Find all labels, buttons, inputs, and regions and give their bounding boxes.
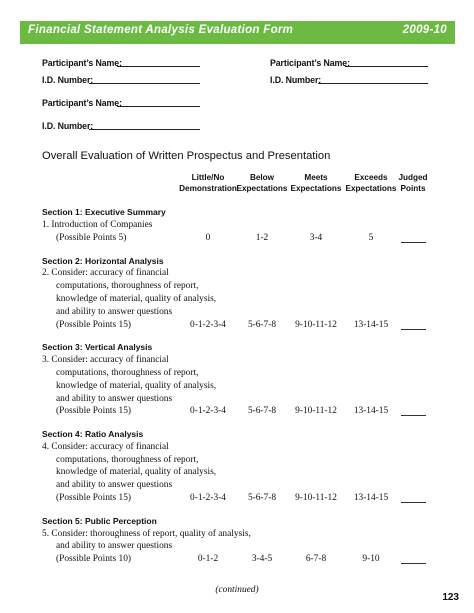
section-1-item: 1. Introduction of Companies: [42, 220, 153, 230]
participant-name-field-1[interactable]: [117, 66, 200, 67]
section-5-heading: Section 5: Public Perception: [42, 516, 157, 526]
section-1-score-below: 1-2: [255, 233, 269, 243]
section-1-score-meets: 3-4: [309, 233, 323, 243]
section-3-score-meets: 9-10-11-12: [295, 406, 337, 416]
column-header-line2: Demonstration: [179, 184, 237, 193]
section-2-score-little: 0-1-2-3-4: [190, 320, 226, 330]
section-3-points: (Possible Points 15): [56, 406, 132, 416]
section-1-judged-points-field[interactable]: [401, 242, 426, 243]
section-5-points: (Possible Points 10): [56, 554, 132, 564]
participant-name-field-2[interactable]: [345, 66, 428, 67]
participant-name-field-3[interactable]: [117, 106, 200, 107]
section-3-line-1: 3. Consider: accuracy of financial: [42, 355, 169, 365]
column-header-line2: Points: [400, 184, 426, 193]
section-1-points: (Possible Points 5): [56, 233, 127, 243]
section-3-line-4: and ability to answer questions: [56, 394, 173, 404]
section-1-heading: Section 1: Executive Summary: [42, 207, 166, 217]
id-number-label-2: I.D. Number:: [270, 75, 322, 85]
column-header-line1: Little/No: [191, 173, 225, 182]
participant-name-label-3: Participant’s Name:: [42, 98, 122, 108]
section-2-line-3: knowledge of material, quality of analysis,: [56, 294, 217, 304]
column-header-below: [237, 172, 288, 194]
section-5-judged-points-field[interactable]: [401, 563, 426, 564]
id-number-field-1[interactable]: [89, 83, 200, 84]
id-number-field-3[interactable]: [89, 129, 200, 130]
section-2-line-4: and ability to answer questions: [56, 307, 173, 317]
section-2-line-1: 2. Consider: accuracy of financial: [42, 268, 169, 278]
section-3-heading: Section 3: Vertical Analysis: [42, 342, 153, 352]
form-title: Financial Statement Analysis Evaluation Form: [28, 24, 294, 36]
header-band: [20, 21, 455, 44]
section-4-judged-points-field[interactable]: [401, 502, 426, 503]
evaluation-heading: Overall Evaluation of Written Prospectus and Presentation: [42, 150, 331, 162]
section-4-score-meets: 9-10-11-12: [295, 493, 337, 503]
column-header-line1: Exceeds: [354, 173, 388, 182]
participant-name-label-2: Participant’s Name:: [270, 58, 350, 68]
column-header-judged: [398, 172, 427, 194]
section-1-score-little: 0: [205, 233, 211, 243]
section-4-heading: Section 4: Ratio Analysis: [42, 429, 144, 439]
section-2-score-meets: 9-10-11-12: [295, 320, 337, 330]
section-2-line-2: computations, thoroughness of report,: [56, 281, 199, 291]
column-header-meets: [291, 172, 342, 194]
section-3-judged-points-field[interactable]: [401, 415, 426, 416]
section-5-line-1: 5. Consider: thoroughness of report, quality of analysis,: [42, 529, 251, 539]
column-header-line1: Meets: [304, 173, 328, 182]
section-4-score-below: 5-6-7-8: [247, 493, 277, 503]
section-4-line-2: computations, thoroughness of report,: [56, 455, 199, 465]
section-4-line-1: 4. Consider: accuracy of financial: [42, 442, 169, 452]
section-3-score-little: 0-1-2-3-4: [190, 406, 226, 416]
section-3-line-2: computations, thoroughness of report,: [56, 368, 199, 378]
section-5-score-below: 3-4-5: [251, 554, 273, 564]
column-header-line2: Expectations: [290, 184, 342, 193]
id-number-label-1: I.D. Number:: [42, 75, 94, 85]
section-5-score-meets: 6-7-8: [305, 554, 327, 564]
section-5-score-little: 0-1-2: [197, 554, 219, 564]
section-4-score-exceeds: 13-14-15: [353, 493, 389, 503]
section-3-line-3: knowledge of material, quality of analysis,: [56, 381, 217, 391]
section-4-points: (Possible Points 15): [56, 493, 132, 503]
column-header-line2: Expectations: [345, 184, 397, 193]
section-4-line-3: knowledge of material, quality of analysis,: [56, 467, 217, 477]
section-3-score-exceeds: 13-14-15: [353, 406, 389, 416]
section-2-score-exceeds: 13-14-15: [353, 320, 389, 330]
column-header-line2: Expectations: [236, 184, 288, 193]
section-3-score-below: 5-6-7-8: [247, 406, 277, 416]
page-number: 123: [442, 592, 459, 603]
section-2-score-below: 5-6-7-8: [247, 320, 277, 330]
form-year: 2009-10: [402, 24, 447, 36]
section-2-heading: Section 2: Horizontal Analysis: [42, 256, 164, 266]
column-header-line1: Below: [249, 173, 275, 182]
section-5-line-2: and ability to answer questions: [56, 541, 173, 551]
section-1-score-exceeds: 5: [368, 233, 374, 243]
id-number-label-3: I.D. Number:: [42, 121, 94, 131]
id-number-field-2[interactable]: [318, 83, 428, 84]
column-header-line1: Judged: [398, 173, 428, 182]
column-header-little-no: [179, 172, 237, 194]
column-header-exceeds: [346, 172, 397, 194]
section-2-points: (Possible Points 15): [56, 320, 132, 330]
section-4-line-4: and ability to answer questions: [56, 480, 173, 490]
section-2-judged-points-field[interactable]: [401, 329, 426, 330]
participant-name-label-1: Participant’s Name:: [42, 58, 122, 68]
section-4-score-little: 0-1-2-3-4: [190, 493, 226, 503]
continued-note: (continued): [215, 585, 259, 595]
section-5-score-exceeds: 9-10: [362, 554, 380, 564]
